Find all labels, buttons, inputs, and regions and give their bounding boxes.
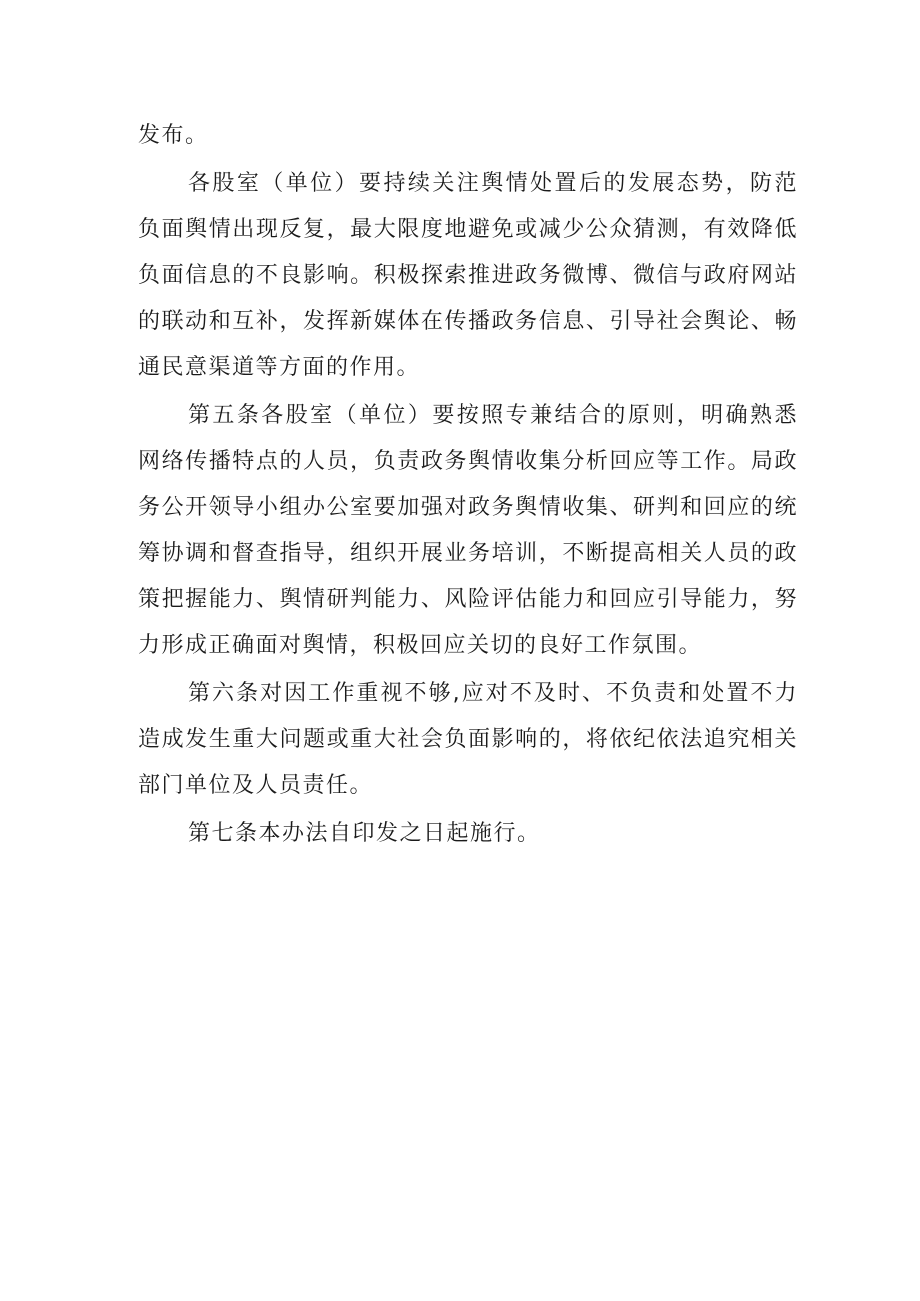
paragraph-article-5: 第五条各股室（单位）要按照专兼结合的原则，明确熟悉网络传播特点的人员，负责政务舆情收集分析回应等工作。局政务公开领导小组办公室要加强对政务舆情收集、研判和回应的统筹协调和督查指导，组织开展业务培训，不断提高相关人员的政策把握能力、舆情研判能力、风险评估能力和回应引导能力，努力形成正确面对舆情，积极回应关切的良好工作氛围。 [138,403,798,658]
paragraph-sentiment-followup: 各股室（单位）要持续关注舆情处置后的发展态势，防范负面舆情出现反复，最大限度地避免或减少公众猜测，有效降低负面信息的不良影响。积极探索推进政务微博、微信与政府网站的联动和互补，发挥新媒体在传播政务信息、引导社会舆论、畅通民意渠道等方面的作用。 [138,171,798,380]
document-body [138,113,798,859]
paragraph-continuation: 发布。 [138,123,209,148]
paragraph-article-6: 第六条对因工作重视不够,应对不及时、不负责和处置不力造成发生重大问题或重大社会负面影响的，将依纪依法追究相关部门单位及人员责任。 [138,681,798,798]
paragraph-article-7: 第七条本办法自印发之日起施行。 [188,821,541,846]
